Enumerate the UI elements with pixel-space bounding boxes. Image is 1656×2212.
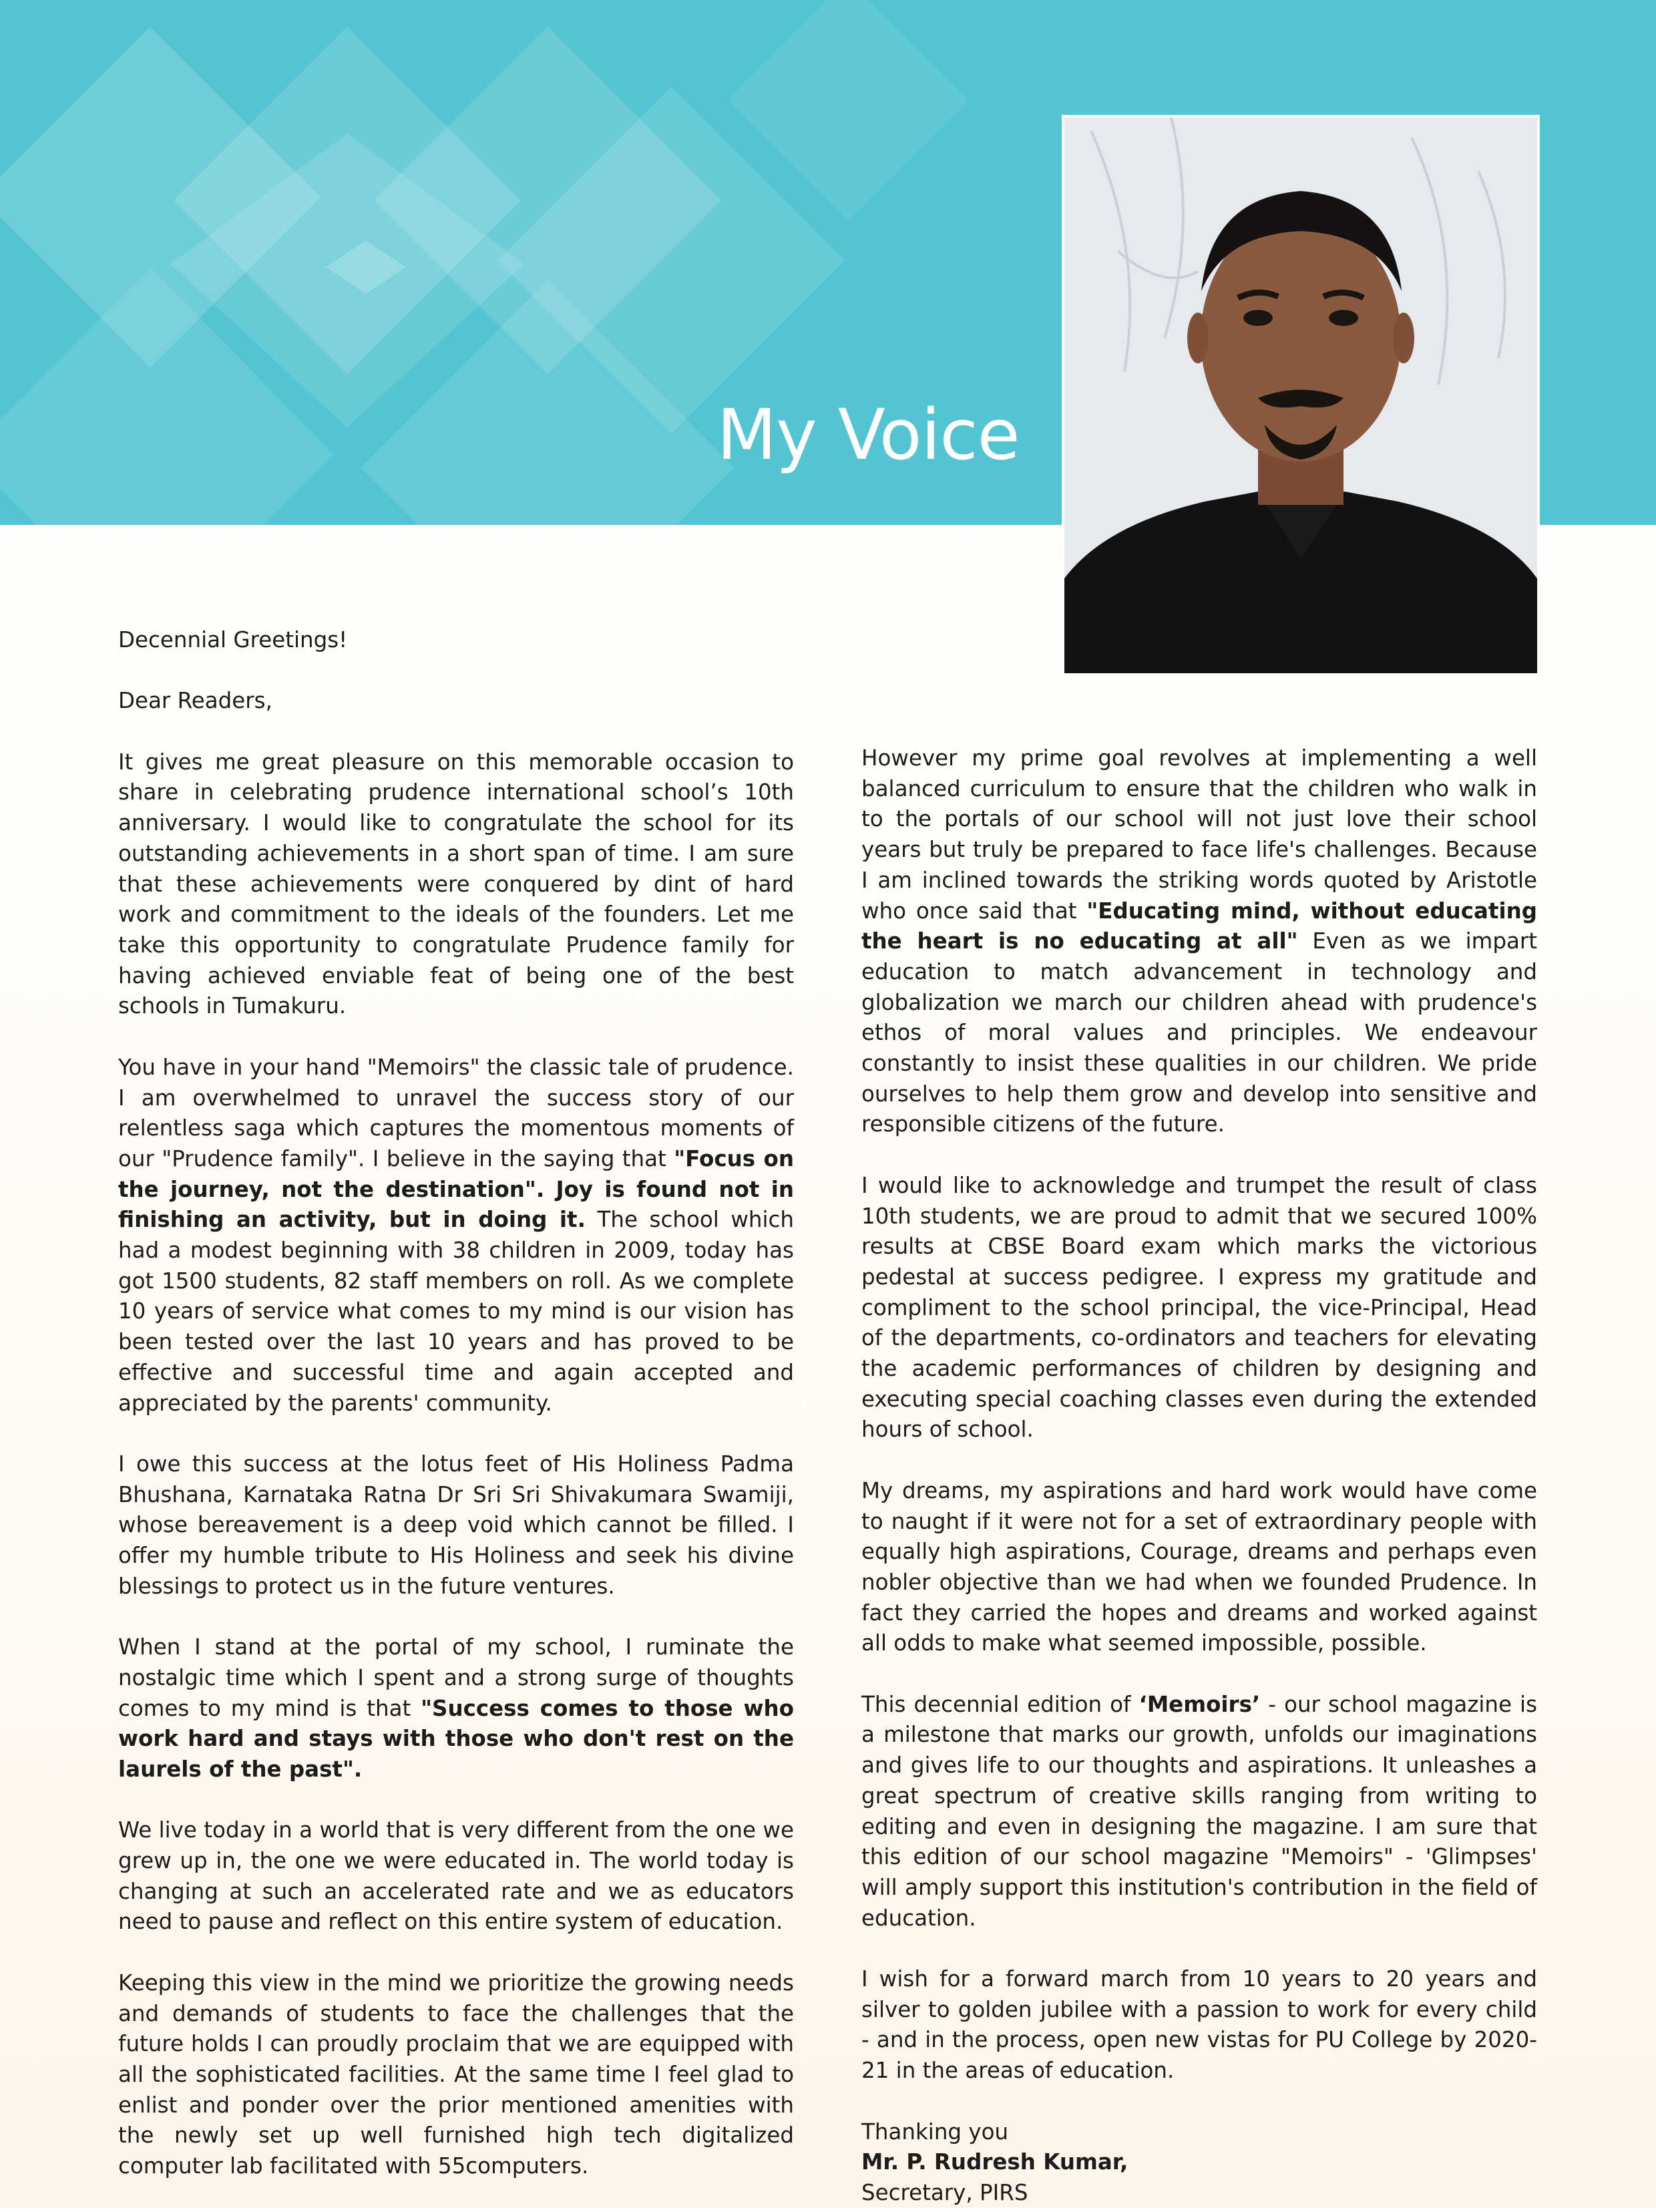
salutation: Dear Readers,	[118, 688, 272, 714]
signer-title: Secretary, PIRS	[861, 2179, 1028, 2205]
portrait-photo	[1062, 115, 1540, 676]
paragraph-7-text: However my prime goal revolves at implementing a well balanced curriculum to ensure that the children who walk in to the portals of our school will not just love their school years but truly be prepared to face life's challenges. Because I am inclined towards the striking words quoted by Aristotle who once said that	[861, 745, 1537, 924]
paragraph-2-text: You have in your hand "Memoirs" the classic tale of prudence. I am overwhelmed to unravel the success story of our relentless saga which captures the momentous moments of our "Prudence family". I believe in the saying that	[118, 1054, 794, 1171]
paragraph-11: I wish for a forward march from 10 years to 20 years and silver to golden jubilee with a passion to work for every child - and in the process, open new vistas for PU College by 2020-21 in the areas of education.	[861, 1966, 1537, 2084]
magazine-name: ‘Memoirs’	[1138, 1691, 1261, 1717]
closing: Thanking you	[861, 2118, 1009, 2145]
paragraph-2	[118, 1053, 794, 1419]
page-title: My Voice	[716, 394, 1020, 476]
letter-column-right	[861, 743, 1537, 2209]
quote-success: "Success comes to those who work hard and stays with those who don't rest on the laurels of the past".	[118, 1695, 794, 1782]
paragraph-9: My dreams, my aspirations and hard work would have come to naught if it were not for a set of extraordinary people with equally high aspirations, Courage, dreams and perhaps even nobler objective than we had when we founded Prudence. In fact they carried the hopes and dreams and worked against all odds to make what seemed impossible, possible.	[861, 1477, 1537, 1656]
paragraph-3: I owe this success at the lotus feet of His Holiness Padma Bhushana, Karnataka Ratna Dr Sri Sri Shivakumara Swamiji, whose bereavement is a deep void which cannot be filled. I offer my humble tribute to His Holiness and seek his divine blessings to protect us in the future ventures.	[118, 1451, 794, 1599]
paragraph-7-text-cont: Even as we impart education to match advancement in technology and globalization we march our children ahead with prudence's ethos of moral values and principles. We endeavour constantly to insist these qualities in our children. We pride ourselves to help them grow and develop into sensitive and responsible citizens of the future.	[861, 928, 1537, 1137]
paragraph-4-text: When I stand at the portal of my school, I ruminate the nostalgic time which I spent and a strong surge of thoughts comes to my mind is that	[118, 1634, 794, 1721]
paragraph-10-text-cont: - our school magazine is a milestone that marks our growth, unfolds our imaginations and gives life to our thoughts and aspirations. It unleashes a great spectrum of creative skills ranging from writing to editing and even in designing the magazine. I am sure that this edition of our school magazine "Memoirs" - 'Glimpses' will amply support this institution's contribution in the field of education.	[861, 1691, 1538, 1931]
greeting: Decennial Greetings!	[118, 627, 348, 653]
paragraph-10-text: This decennial edition of	[861, 1691, 1139, 1717]
paragraph-10	[861, 1690, 1537, 1934]
quote-aristotle: "Educating mind, without educating the heart is no educating at all"	[861, 898, 1538, 954]
paragraph-7	[861, 743, 1537, 1140]
portrait-image	[1064, 118, 1537, 673]
paragraph-5: We live today in a world that is very different from the one we grew up in, the one we were educated in. The world today is changing at such an accelerated rate and we as educators need to pause and reflect on this entire system of education.	[118, 1817, 794, 1935]
signer-name-text: Mr. P. Rudresh Kumar,	[861, 2149, 1128, 2175]
quote-focus-journey: "Focus on the journey, not the destination". Joy is found not in finishing an activity, but in doing it.	[118, 1145, 794, 1233]
paragraph-6: Keeping this view in the mind we prioritize the growing needs and demands of students to face the challenges that the future holds I can proudly proclaim that we are equipped with all the sophisticated facilities. At the same time I feel glad to enlist and ponder over the prior mentioned amenities with the newly set up well furnished high tech digitalized computer lab facilitated with 55computers.	[118, 1970, 794, 2179]
paragraph-1: It gives me great pleasure on this memorable occasion to share in celebrating prudence international school’s 10th anniversary. I would like to congratulate the school for its outstanding achievements in a short span of time. I am sure that these achievements were conquered by dint of hard work and commitment to the ideals of the founders. Let me take this opportunity to congratulate Prudence family for having achieved enviable feat of being one of the best schools in Tumakuru.	[118, 749, 794, 1019]
letter-column-left	[118, 625, 794, 2212]
paragraph-2-text-cont: The school which had a modest beginning with 38 children in 2009, today has got 1500 students, 82 staff members on roll. As we complete 10 years of service what comes to my mind is our vision has been tested over the last 10 years and has proved to be effective and successful time and again accepted and appreciated by the parents' community.	[118, 1207, 795, 1416]
paragraph-8: I would like to acknowledge and trumpet the result of class 10th students, we are proud to admit that we secured 100% results at CBSE Board exam which marks the victorious pedestal at success pedigree. I express my gratitude and compliment to the school principal, the vice-Principal, Head of the departments, co-ordinators and teachers for elevating the academic performances of children by designing and executing special coaching classes even during the extended hours of school.	[861, 1172, 1537, 1443]
signature-block	[861, 2117, 1537, 2209]
signer-name	[861, 2147, 1537, 2178]
paragraph-4	[118, 1632, 794, 1785]
